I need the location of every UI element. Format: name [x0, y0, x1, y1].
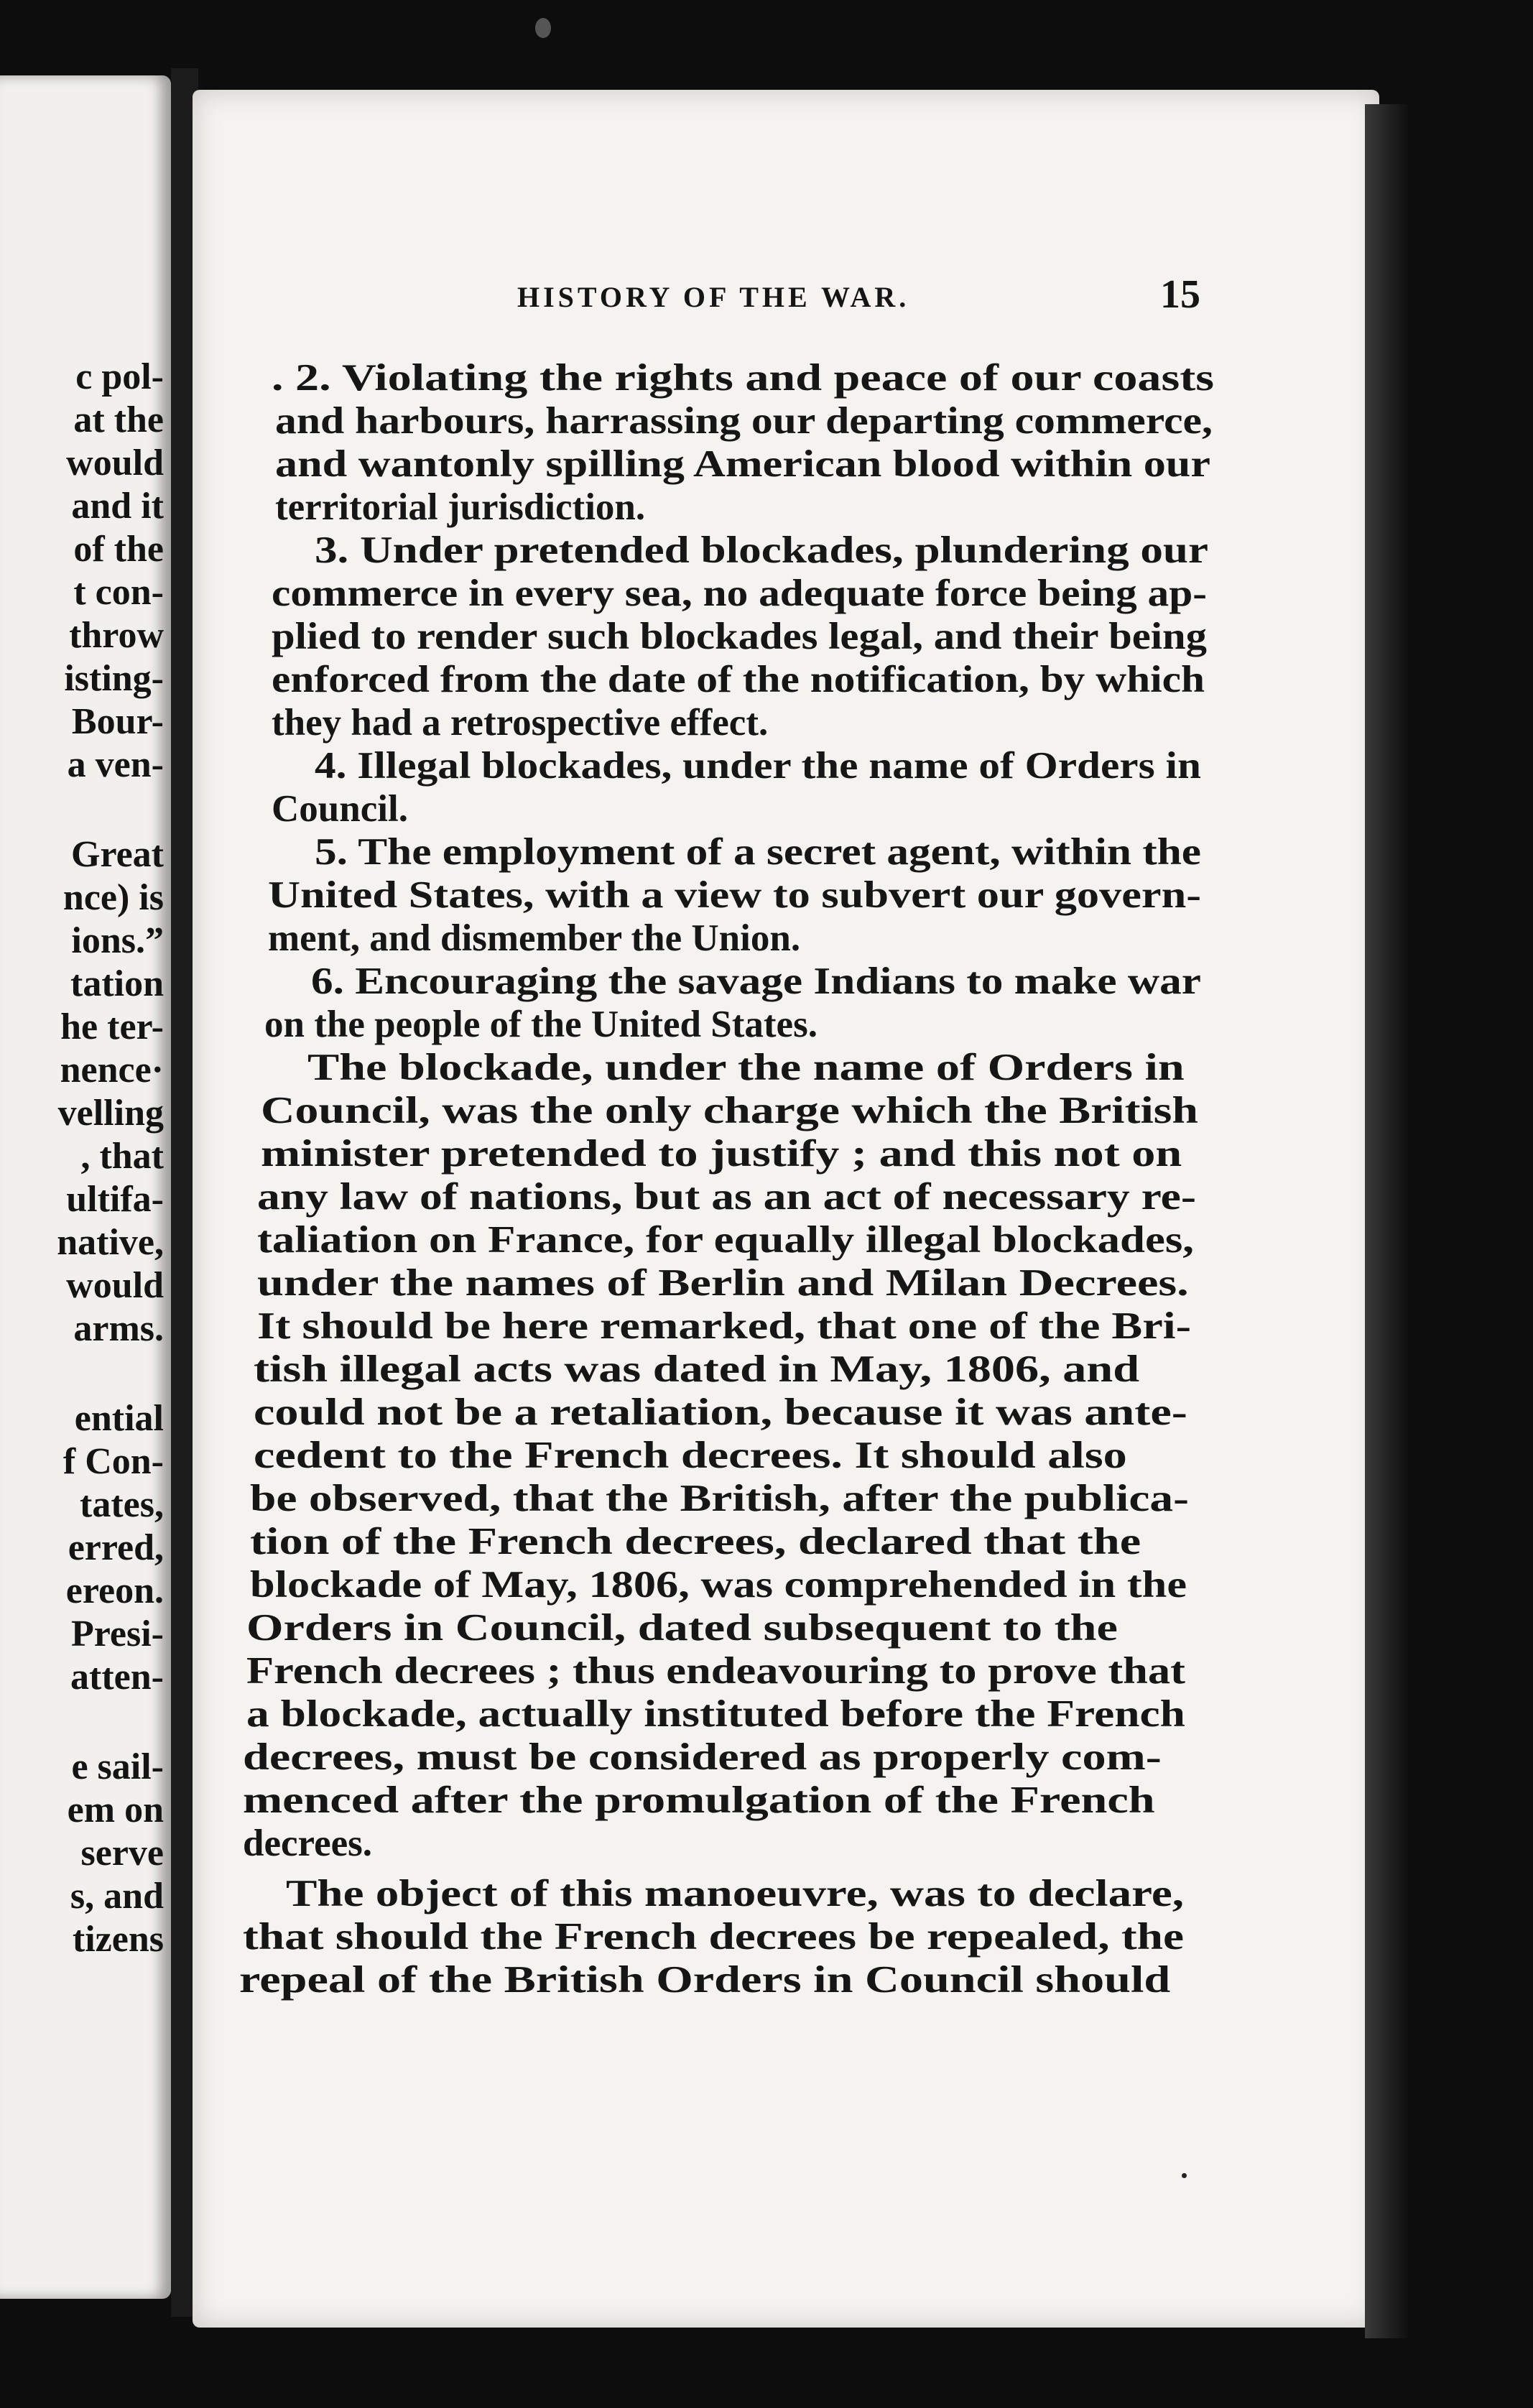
previous-page-line: em on	[67, 1789, 164, 1830]
previous-page-line: isting-	[64, 658, 164, 699]
body-line: a blockade, actually instituted before the French	[246, 1693, 1185, 1735]
body-line: 3. Under pretended blockades, plundering our	[315, 529, 1209, 571]
body-line: decrees, must be considered as properly com-	[243, 1736, 1162, 1778]
previous-page-line: native,	[57, 1222, 164, 1263]
body-line: under the names of Berlin and Milan Decrees.	[257, 1262, 1189, 1304]
body-line: The object of this manoeuvre, was to declare,	[286, 1873, 1184, 1914]
previous-page-line: tation	[70, 963, 164, 1004]
running-title: HISTORY OF THE WAR.	[517, 281, 910, 313]
previous-page-line: Presi-	[71, 1613, 164, 1654]
previous-page-line: arms.	[73, 1308, 164, 1349]
scan-speck	[1182, 2173, 1187, 2178]
body-line: 4. Illegal blockades, under the name of Orders in	[315, 745, 1201, 787]
body-line: plied to render such blockades legal, and their being	[272, 616, 1207, 657]
previous-page-line: would	[66, 443, 164, 483]
body-line: menced after the promulgation of the French	[243, 1779, 1155, 1821]
previous-page-line: t con-	[73, 572, 164, 613]
previous-page-line: s, and	[70, 1876, 164, 1917]
previous-page-line: f Con-	[62, 1441, 164, 1482]
body-line: United States, with a view to subvert our govern-	[268, 874, 1202, 916]
body-line: minister pretended to justify ; and this not on	[261, 1133, 1182, 1175]
body-line: commerce in every sea, no adequate force being ap-	[272, 573, 1208, 614]
previous-page-line: ultifa-	[66, 1179, 164, 1220]
body-line: Council.	[272, 788, 408, 830]
body-line: It should be here remarked, that one of the Bri-	[257, 1305, 1192, 1347]
body-line: and wantonly spilling American blood within our	[275, 443, 1210, 485]
previous-page-line: ereon.	[65, 1570, 164, 1611]
previous-page-line: throw	[69, 615, 164, 656]
previous-page-line: erred,	[68, 1527, 164, 1568]
body-line: French decrees ; thus endeavouring to prove that	[246, 1650, 1185, 1692]
scan-speck	[535, 18, 551, 38]
previous-page-line: , that	[80, 1136, 164, 1177]
body-line: repeal of the British Orders in Council should	[239, 1959, 1171, 2001]
body-line: Orders in Council, dated subsequent to the	[246, 1607, 1118, 1649]
body-line: Council, was the only charge which the British	[261, 1090, 1198, 1131]
previous-page-line: tates,	[80, 1484, 164, 1525]
previous-page-line: and it	[71, 486, 164, 527]
previous-page-line: nence·	[60, 1050, 164, 1090]
previous-page-line: Great	[71, 834, 164, 875]
body-line: be observed, that the British, after the publica-	[250, 1478, 1189, 1519]
previous-page-line: serve	[80, 1833, 164, 1874]
previous-page-line: at the	[73, 399, 164, 440]
body-line: they had a retrospective effect.	[272, 702, 769, 744]
body-line: cedent to the French decrees. It should also	[254, 1435, 1127, 1476]
body-line: any law of nations, but as an act of necessary re-	[257, 1176, 1197, 1218]
body-line: The blockade, under the name of Orders in	[307, 1047, 1185, 1088]
body-line: tion of the French decrees, declared that the	[250, 1521, 1141, 1562]
page-number: 15	[1160, 272, 1200, 317]
body-line: and harbours, harrassing our departing commerce,	[275, 400, 1213, 442]
page-edge-shadow	[1365, 104, 1408, 2338]
body-line: ment, and dismember the Union.	[268, 917, 801, 959]
previous-page-line: c pol-	[75, 356, 164, 397]
previous-page-line: a ven-	[67, 744, 164, 785]
body-line: . 2. Violating the rights and peace of our coasts	[272, 357, 1214, 399]
previous-page	[0, 75, 171, 2299]
body-line: enforced from the date of the notification, by which	[272, 659, 1205, 700]
previous-page-line: would	[66, 1265, 164, 1306]
previous-page-line: of the	[73, 529, 164, 570]
body-line: on the people of the United States.	[264, 1004, 818, 1045]
body-line: 5. The employment of a secret agent, within the	[315, 831, 1202, 873]
previous-page-line: e sail-	[71, 1746, 164, 1787]
body-line: decrees.	[243, 1823, 373, 1864]
body-line: territorial jurisdiction.	[275, 486, 646, 528]
previous-page-line: atten-	[70, 1657, 164, 1698]
previous-page-line: tizens	[72, 1919, 164, 1960]
previous-page-line: Bour-	[71, 701, 164, 742]
body-line: could not be a retaliation, because it was ante-	[254, 1391, 1187, 1433]
body-line: that should the French decrees be repealed, the	[243, 1916, 1184, 1958]
previous-page-line: ions.”	[71, 920, 164, 961]
previous-page-line: velling	[57, 1093, 164, 1134]
previous-page-line: ential	[74, 1398, 164, 1439]
previous-page-line: he ter-	[60, 1006, 164, 1047]
body-line: 6. Encouraging the savage Indians to make war	[311, 960, 1201, 1002]
previous-page-line: nce) is	[62, 877, 164, 918]
body-line: tish illegal acts was dated in May, 1806, and	[254, 1348, 1140, 1390]
body-line: blockade of May, 1806, was comprehended in the	[250, 1564, 1187, 1606]
body-line: taliation on France, for equally illegal blockades,	[257, 1219, 1195, 1261]
